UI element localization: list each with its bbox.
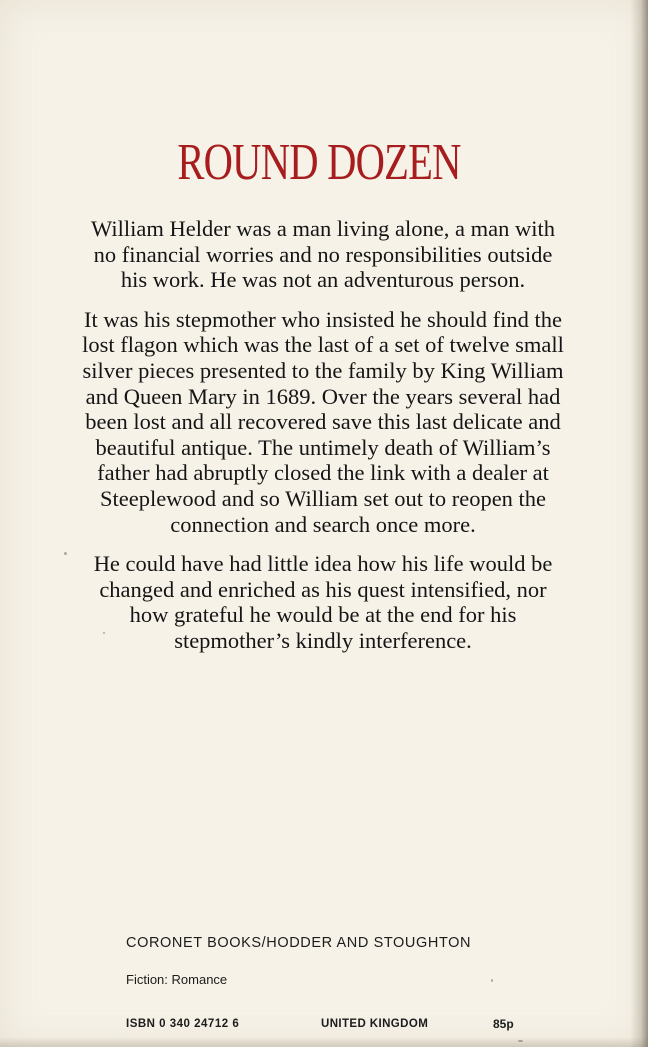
blurb-paragraph-3: He could have had little idea how his life would be changed and enriched as his quest intensified, nor how grateful he would be at the end for his stepmother’s kindly interference. <box>93 551 553 653</box>
country-label: UNITED KINGDOM <box>321 1018 429 1030</box>
cover-edge-shadow <box>630 0 648 1047</box>
isbn-number: ISBN 0 340 24712 6 <box>126 1018 240 1030</box>
book-title: ROUND DOZEN <box>177 134 461 191</box>
genre-label: Fiction: Romance <box>126 972 228 987</box>
blurb-paragraph-2: It was his stepmother who insisted he should find the lost flagon which was the last of a set of twelve small silver pieces presented to the family by King William and Queen Mary in 1689. Over the years several had been lost and all recovered save this last delicate and beautiful antique. The untimely death of William’s father had abruptly closed the link with a dealer at Steeplewood and so William set out to reopen the connection and search once more. <box>82 306 564 537</box>
blurb <box>78 216 568 668</box>
price-label: 85p <box>493 1017 514 1031</box>
paper-speck <box>64 552 67 555</box>
paper-speck <box>491 979 493 982</box>
paper-speck <box>518 1040 523 1042</box>
paper-speck <box>103 632 105 634</box>
cover-bottom-shadow <box>0 1037 648 1047</box>
publisher-line: CORONET BOOKS/HODDER AND STOUGHTON <box>126 935 472 951</box>
blurb-paragraph-1: William Helder was a man living alone, a man with no financial worries and no responsibilities outside his work. He was not an adventurous person. <box>91 216 555 293</box>
